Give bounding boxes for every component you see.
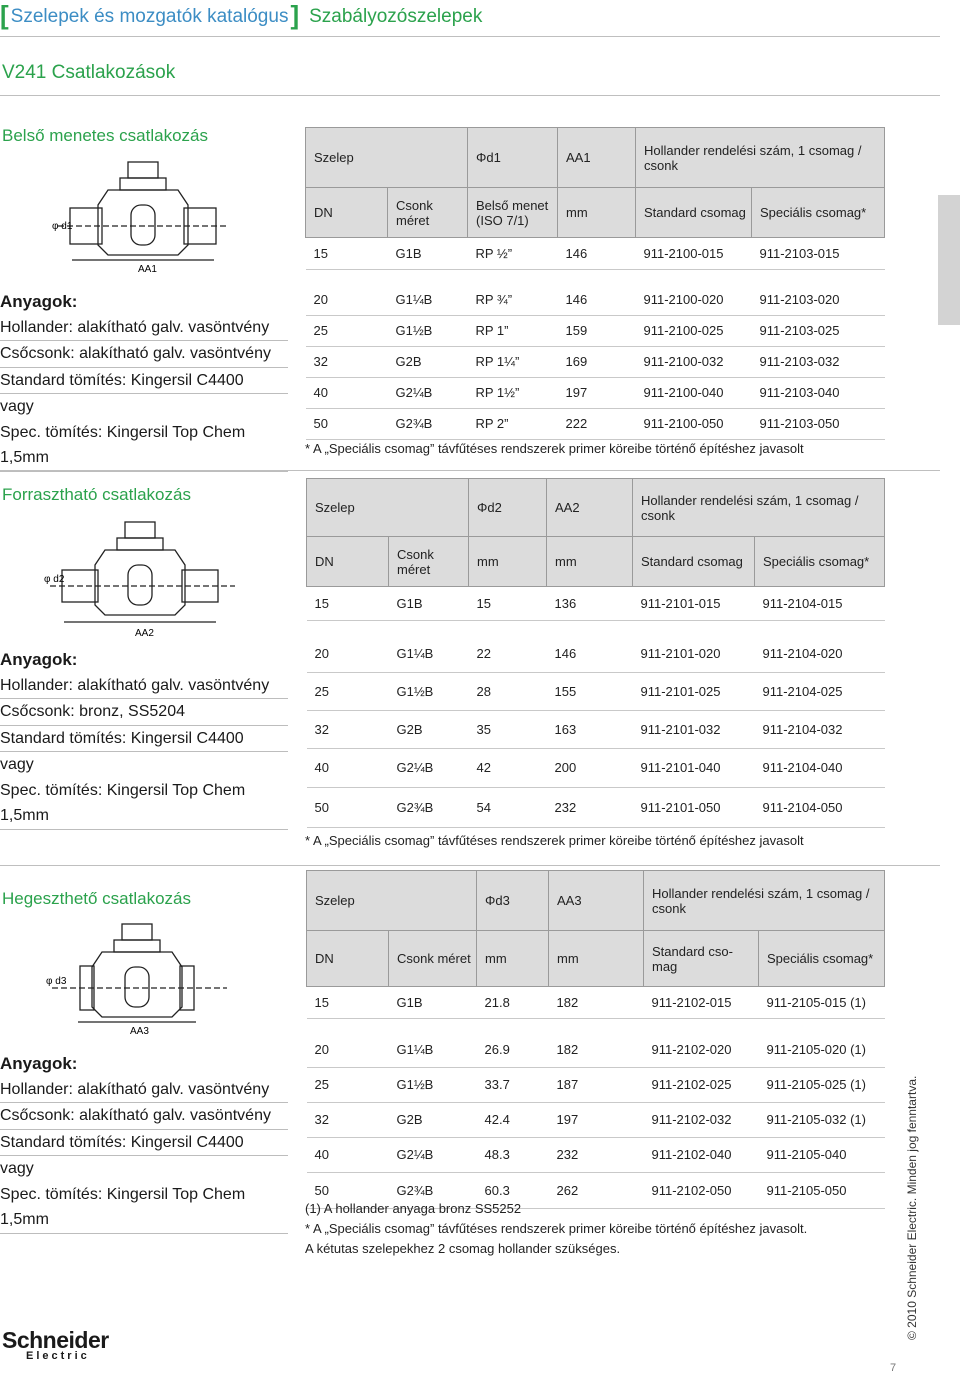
header-divider: [0, 36, 940, 37]
materials-list: Anyagok: Hollander: alakítható galv. vasöntvény Csőcsonk: alakítható galv. vasöntvény Standard tömítés: Kingersil C4400 vagy Spec. tömítés: Kingersil Top Chem 1,5mm: [0, 289, 288, 472]
section-divider: [0, 865, 940, 866]
side-tab: [938, 195, 960, 325]
valve-drawing: [48, 160, 228, 275]
dim-label: φ d3: [46, 976, 67, 987]
catalog-header: [ Szelepek és mozgatók katalógus] Szabályozószelepek: [0, 0, 483, 30]
page-number: 7: [890, 1362, 897, 1374]
copyright-text: © 2010 Schneider Electric. Minden jog fenntartva.: [905, 1075, 919, 1340]
aa-label: AA2: [135, 628, 154, 639]
materials-list: Anyagok: Hollander: alakítható galv. vasöntvény Csőcsonk: bronz, SS5204 Standard tömítés: Kingersil C4400 vagy Spec. tömítés: Kingersil Top Chem 1,5mm: [0, 647, 288, 830]
catalog-title: Szelepek és mozgatók katalógus: [10, 6, 289, 27]
schneider-logo: Schneider Electric: [2, 1327, 109, 1362]
section-title: Belső menetes csatlakozás: [2, 126, 208, 145]
section-divider: [0, 470, 940, 471]
catalog-subtitle: Szabályozószelepek: [309, 6, 483, 27]
page-title: V241 Csatlakozások: [2, 62, 176, 83]
valve-drawing: [42, 922, 232, 1037]
aa-label: AA3: [130, 1026, 149, 1037]
dim-label: φ d2: [44, 574, 65, 585]
table-note: * A „Speciális csomag” távfűtéses rendszerek primer köreibe történő építéshez javasolt: [305, 441, 804, 456]
section-title: Forrasztható csatlakozás: [2, 485, 191, 504]
spec-table: Szelep Φd1 AA1 Hollander rendelési szám, 1 csomag / csonk DN Csonk méret Belső menet (ISO 7/1) mm Standard csomag Speciális csomag* 15 G1B RP ½” 146 911-2100-015 911-2103-015 20 G1¼B RP ¾” 146 911-2100-020 911-2103-020 25 G1½B RP 1” 159 911-2100-025 911-2103-025 32 G2B RP 1¼” 169 911-2100-032 911-2103-032 40 G2¼B RP 1½” 197 911-2100-040 911-2103-040 50 G2¾B RP 2” 222 911-2100-050 911-2103-050: [305, 127, 885, 440]
table-notes: (1) A hollander anyaga bronz SS5252 * A „Speciális csomag” távfűtéses rendszerek primer köreibe történő építéshez javasolt. A kétutas szelepekhez 2 csomag hollander szükséges.: [305, 1201, 808, 1256]
spec-table: Szelep Φd3 AA3 Hollander rendelési szám, 1 csomag / csonk DN Csonk méret mm mm Standard cso-mag Speciális csomag* 15 G1B 21.8 182 911-2102-015 911-2105-015 (1) 20 G1¼B 26.9 182 911-2102-020 911-2105-020 (1) 25 G1½B 33.7 187 911-2102-025 911-2105-025 (1) 32 G2B 42.4 197 911-2102-032 911-2105-032 (1) 40 G2¼B 48.3 232 911-2102-040 911-2105-040 50 G2¾B 60.3 262 911-2102-050 911-2105-050: [306, 870, 885, 1209]
title-divider: [0, 95, 940, 96]
materials-list: Anyagok: Hollander: alakítható galv. vasöntvény Csőcsonk: alakítható galv. vasöntvény Standard tömítés: Kingersil C4400 vagy Spec. tömítés: Kingersil Top Chem 1,5mm: [0, 1051, 288, 1234]
aa-label: AA1: [138, 264, 157, 275]
dim-label: φ d1: [52, 221, 73, 232]
valve-drawing: [40, 520, 240, 640]
section-title: Hegeszthető csatlakozás: [2, 889, 191, 908]
spec-table: Szelep Φd2 AA2 Hollander rendelési szám, 1 csomag / csonk DN Csonk méret mm mm Standard csomag Speciális csomag* 15 G1B 15 136 911-2101-015 911-2104-015 20 G1¼B 22 146 911-2101-020 911-2104-020 25 G1½B 28 155 911-2101-025 911-2104-025 32 G2B 35 163 911-2101-032 911-2104-032 40 G2¼B 42 200 911-2101-040 911-2104-040 50 G2¾B 54 232 911-2101-050 911-2104-050: [306, 478, 885, 828]
table-note: * A „Speciális csomag” távfűtéses rendszerek primer köreibe történő építéshez javasolt: [305, 833, 804, 848]
